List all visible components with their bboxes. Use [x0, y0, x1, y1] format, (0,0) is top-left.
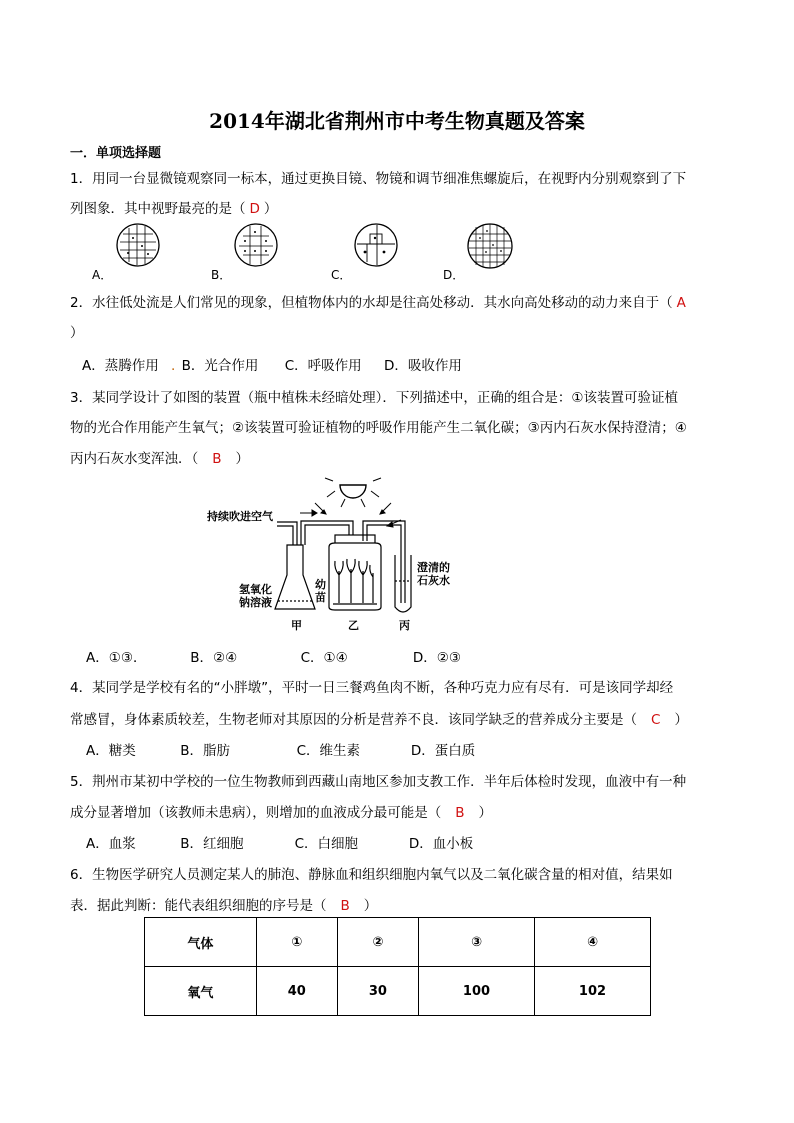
q2-options: [82, 354, 462, 374]
microscope-view-icon: [115, 222, 161, 268]
q3-option-d: D．②③: [412, 650, 461, 666]
gas-table: [144, 917, 651, 1016]
table-row: [145, 967, 651, 1016]
q2-dot: .: [171, 358, 176, 374]
q4-stem: 常感冒，身体素质较差，生物老师对其原因的分析是营养不良．该同学缺乏的营养成分主要是（: [70, 712, 637, 728]
q5-line1: 5．荆州市某初中学校的一位生物教师到西藏山南地区参加支教工作．半年后体检时发现，血液中有一种: [70, 774, 687, 790]
q2-option-d: D．吸收作用: [383, 358, 462, 374]
table-cell: ①: [256, 918, 337, 967]
q4-option-b: B．脂肪: [180, 743, 231, 759]
q3-stem: 丙内石灰水变浑浊．（: [70, 451, 199, 467]
air-inlet-label: 持续吹进空气: [207, 510, 273, 523]
seedling-label-1: 幼: [315, 578, 326, 591]
q5-close: ）: [478, 805, 493, 821]
q2-line1: [70, 291, 690, 311]
q2-option-b: B．光合作用: [181, 358, 259, 374]
q5-line2: [70, 801, 492, 821]
q3-line2: 物的光合作用能产生氧气；②该装置可验证植物的呼吸作用能产生二氧化碳；③丙内石灰水保持澄清；④: [70, 420, 687, 436]
q1-line2: [70, 197, 277, 217]
q4-answer: C: [651, 712, 661, 728]
q4-close: ）: [674, 712, 688, 728]
q3-option-a: A．①③．: [86, 650, 147, 666]
table-cell: 102: [534, 967, 650, 1016]
table-cell: 氧气: [145, 967, 257, 1016]
q4-option-c: C．维生素: [296, 743, 361, 759]
table-header-row: [145, 918, 651, 967]
q3-line3: [70, 447, 249, 467]
q2-stem: 2．水往低处流是人们常见的现象，但植物体内的水却是往高处移动．其水向高处移动的动力来自于（: [70, 295, 673, 311]
microscope-view-icon: [233, 222, 279, 268]
q3-option-c: C．①④: [300, 650, 348, 666]
table-cell: ②: [337, 918, 418, 967]
naoh-label-1: 氢氧化: [239, 583, 272, 596]
table-cell: 40: [256, 967, 337, 1016]
q5-options: [86, 832, 473, 852]
q4-options: [86, 739, 475, 759]
q3-option-b: B．②④: [190, 650, 238, 666]
limewater-label-1: 澄清的: [417, 561, 450, 574]
table-cell: 30: [337, 967, 418, 1016]
table-cell: ④: [534, 918, 650, 967]
q5-option-b: B．红细胞: [180, 836, 244, 852]
q1-close: ）: [263, 201, 278, 217]
label-bing: 丙: [399, 619, 410, 632]
q2-answer: A: [676, 295, 686, 311]
table-cell: 气体: [145, 918, 257, 967]
naoh-label-2: 钠溶液: [239, 596, 272, 609]
q4-line1: 4．某同学是学校有名的“小胖墩”，平时一日三餐鸡鱼肉不断，各种巧克力应有尽有．可是该同学却经: [70, 680, 674, 696]
experiment-apparatus-figure: [205, 475, 465, 635]
q5-option-a: A．血浆: [86, 836, 136, 852]
q1-option-a: A．: [92, 268, 113, 282]
seedling-label-2: 苗: [315, 591, 326, 604]
q6-line1: 6．生物医学研究人员测定某人的肺泡、静脉血和组织细胞内氧气以及二氧化碳含量的相对值，结果如: [70, 867, 673, 883]
q2-option-c: C．呼吸作用: [284, 358, 362, 374]
q1-option-c: C．: [331, 268, 352, 282]
q6-line2: [70, 894, 377, 914]
microscope-view-icon: [353, 222, 399, 268]
q3-options: [86, 646, 461, 666]
q3-close: ）: [235, 451, 250, 467]
q1-line1: 1．用同一台显微镜观察同一标本，通过更换目镜、物镜和调节细准焦螺旋后，在视野内分别观察到了下: [70, 171, 687, 187]
q3-line1: 3．某同学设计了如图的装置（瓶中植株未经暗处理）．下列描述中，正确的组合是：①该装置可验证植: [70, 390, 678, 406]
q5-option-c: C．白细胞: [294, 836, 359, 852]
q1-option-b: B．: [211, 268, 232, 282]
q5-option-d: D．血小板: [408, 836, 474, 852]
table-cell: ③: [419, 918, 535, 967]
section-heading: 一．单项选择题: [70, 146, 162, 161]
q3-answer: B: [212, 451, 222, 467]
limewater-label-2: 石灰水: [417, 574, 450, 587]
q5-answer: B: [455, 805, 465, 821]
q4-option-a: A．糖类: [86, 743, 136, 759]
page-title: 2014年湖北省荆州市中考生物真题及答案: [209, 109, 585, 133]
q1-stem: 列图象．其中视野最亮的是（: [70, 201, 246, 217]
label-jia: 甲: [291, 619, 302, 632]
q1-answer: D: [249, 201, 260, 217]
q5-stem: 成分显著增加（该教师未患病），则增加的血液成分最可能是（: [70, 805, 442, 821]
table-cell: 100: [419, 967, 535, 1016]
q6-answer: B: [340, 898, 350, 914]
q4-option-d: D．蛋白质: [410, 743, 476, 759]
q2-line2: ）: [70, 325, 84, 341]
q1-option-d: D．: [443, 268, 465, 282]
q6-close: ）: [363, 898, 378, 914]
sun-icon: [325, 478, 381, 507]
q4-line2: [70, 708, 688, 728]
q6-stem: 表．据此判断：能代表组织细胞的序号是（: [70, 898, 327, 914]
q2-option-a: A．蒸腾作用: [82, 358, 159, 374]
microscope-view-icon: [466, 222, 514, 270]
label-yi: 乙: [348, 619, 359, 632]
